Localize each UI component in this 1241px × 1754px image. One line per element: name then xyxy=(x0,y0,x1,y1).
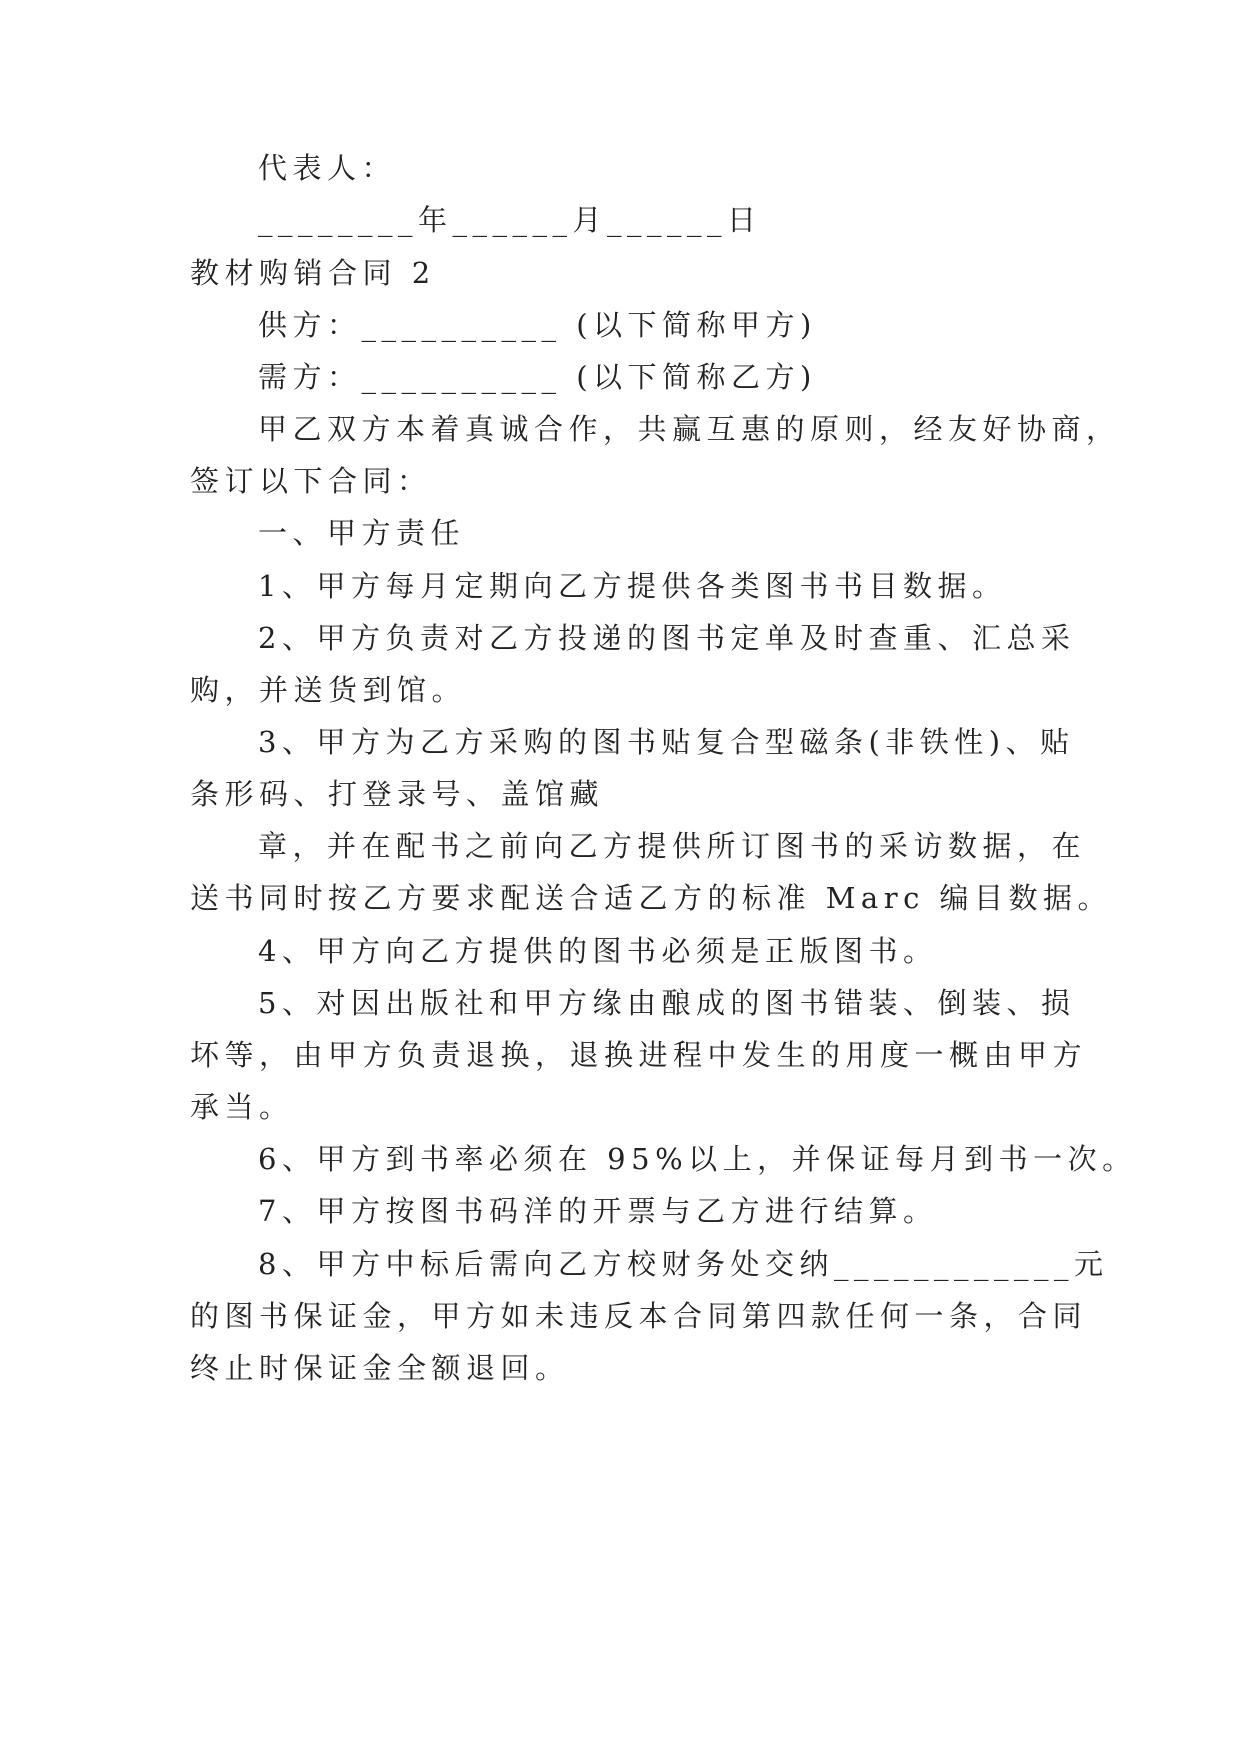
clause-3-line-4: 送书同时按乙方要求配送合适乙方的标准 Marc 编目数据。 xyxy=(190,881,1113,915)
preamble-line-1: 甲乙双方本着真诚合作，共赢互惠的原则，经友好协商， xyxy=(258,412,1121,446)
clause-5-line-3: 承当。 xyxy=(190,1090,294,1124)
buyer-line: 需方：__________ (以下简称乙方) xyxy=(258,360,817,394)
contract-title: 教材购销合同 2 xyxy=(190,256,436,290)
section-heading: 一、甲方责任 xyxy=(258,516,466,550)
clause-3-line-2: 条形码、打登录号、盖馆藏 xyxy=(190,777,605,811)
clause-5-line-1: 5、对因出版社和甲方缘由酿成的图书错装、倒装、损 xyxy=(258,986,1076,1020)
clause-2-line-2: 购，并送货到馆。 xyxy=(190,673,467,707)
clause-8-line-2: 的图书保证金，甲方如未违反本合同第四款任何一条，合同 xyxy=(190,1299,1088,1333)
date-line: ________年______月______日 xyxy=(258,203,762,237)
clause-5-line-2: 坏等，由甲方负责退换，退换进程中发生的用度一概由甲方 xyxy=(190,1038,1088,1072)
representative-line: 代表人： xyxy=(258,151,397,185)
clause-8-line-3: 终止时保证金全额退回。 xyxy=(190,1351,570,1385)
clause-2-line-1: 2、甲方负责对乙方投递的图书定单及时查重、汇总采 xyxy=(258,621,1076,655)
clause-3-line-1: 3、甲方为乙方采购的图书贴复合型磁条(非铁性)、贴 xyxy=(258,725,1075,759)
clause-6: 6、甲方到书率必须在 95%以上，并保证每月到书一次。 xyxy=(258,1142,1137,1176)
clause-7: 7、甲方按图书码洋的开票与乙方进行结算。 xyxy=(258,1194,938,1228)
clause-1: 1、甲方每月定期向乙方提供各类图书书目数据。 xyxy=(258,569,1007,603)
clause-3-line-3: 章，并在配书之前向乙方提供所订图书的采访数据，在 xyxy=(258,829,1087,863)
clause-4: 4、甲方向乙方提供的图书必须是正版图书。 xyxy=(258,934,938,968)
supplier-line: 供方：__________ (以下简称甲方) xyxy=(258,308,817,342)
preamble-line-2: 签订以下合同： xyxy=(190,464,432,498)
clause-8-line-1: 8、甲方中标后需向乙方校财务处交纳____________元 xyxy=(258,1247,1109,1281)
